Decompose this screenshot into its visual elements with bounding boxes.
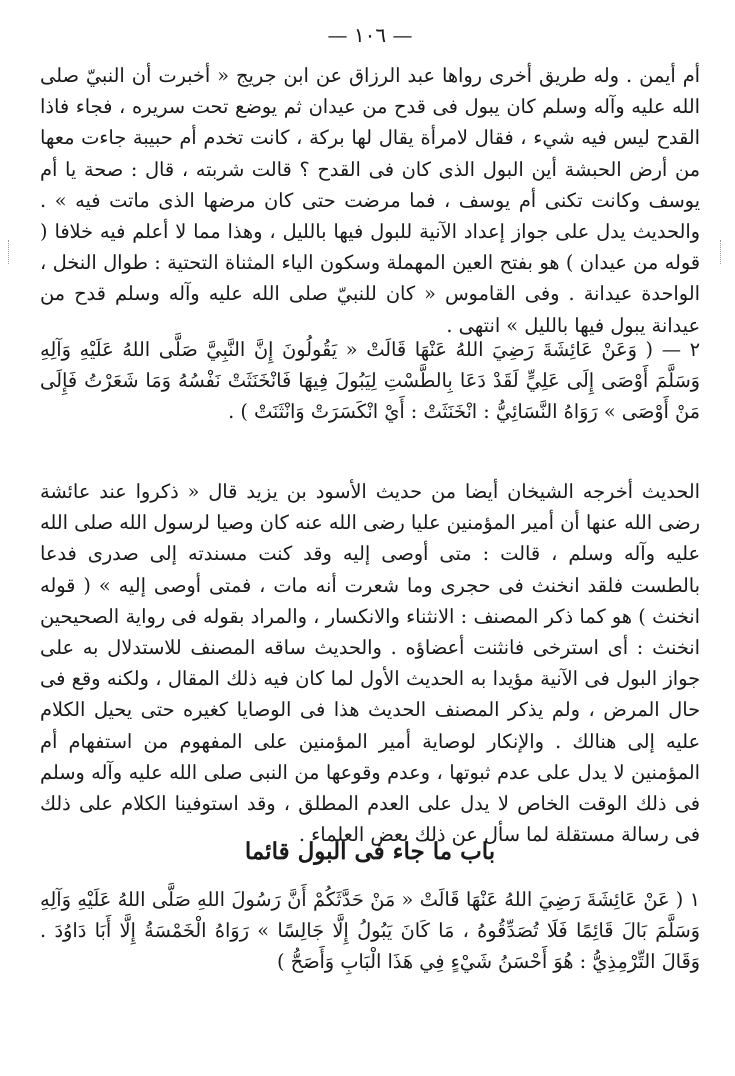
hadith-standing-urination-paragraph: ١ ( عَنْ عَائِشَةَ رَضِيَ اللهُ عَنْهَا قَالَتْ « مَنْ حَدَّثَكُمْ أَنَّ رَسُولَ اللهِ صَلَّى اللهُ عَلَيْهِ وَآلِهِ وَسَلَّمَ بَالَ قَائِمًا فَلَا تُصَدِّقُوهُ ، مَا كَانَ يَبُولُ إِلَّا جَالِسًا » رَوَاهُ الْخَمْسَةُ إِلَّا أَبَا دَاوُدَ . وَقَالَ التِّرْمِذِيُّ : هُوَ أَحْسَنُ شَيْءٍ فِي هَذَا الْبَابِ وَأَصَحُّ ) (40, 888, 700, 974)
hadith-aisha-paragraph: ٢ — ( وَعَنْ عَائِشَةَ رَضِيَ اللهُ عَنْهَا قَالَتْ « يَقُولُونَ إِنَّ النَّبِيَّ صَلَّى اللهُ عَلَيْهِ وَآلِهِ وَسَلَّمَ أَوْصَى إِلَى عَلِيٍّ لَقَدْ دَعَا بِالطَّسْتِ لِيَبُولَ فِيهَا فَانْخَنَثَتْ نَفْسُهُ وَمَا شَعَرْتُ فَإِلَى مَنْ أَوْصَى » رَوَاهُ النَّسَائِيُّ : انْخَنَثَتْ : أَيْ انْكَسَرَتْ وَانْثَنَتْ ) . (40, 338, 700, 424)
commentary-paragraph: الحديث أخرجه الشيخان أيضا من حديث الأسود بن يزيد قال « ذكروا عند عائشة رضى الله عنها أن أمير المؤمنين عليا رضى الله عنه كان وصيا لرسول الله صلى الله عليه وآله وسلم ، قالت : متى أوصى إليه وقد كنت مسندته إلى صدرى فدعا بالطست فلقد انخنث فى حجرى وما شعرت أنه مات ، فمتى أوصى إليه » ( قوله انخنث ) هو كما ذكر المصنف : الانثناء والانكسار ، والمراد بقوله فى رواية الصحيحين انخنث : أى استرخى فانثنت أعضاؤه . والحديث ساقه المصنف للاستدلال به على جواز البول فى الآنية مؤيدا به الحديث الأول لما كان فيه ذلك المقال ، ولكنه وقع فى حال المرض ، ولم يذكر المصنف الحديث هذا فى الوصايا كغيره حتى يحيل الكلام عليه إلى هنالك . والإنكار لوصاية أمير المؤمنين على المفهوم من استفهام أم المؤمنين لا يدل على عدم ثبوتها ، وعدم وقوعها من النبى صلى الله عليه وآله وسلم فى ذلك الوقت الخاص لا يدل على العدم المطلق ، وقد استوفينا الكلام على ذلك فى رسالة مستقلة لما سأل عن ذلك بعض العلماء . (40, 480, 700, 847)
document-page (40, 20, 700, 1060)
page-edge-mark-left (8, 240, 15, 264)
intro-paragraph: أم أيمن . وله طريق أخرى رواها عبد الرزاق عن ابن جريج « أخبرت أن النبيّ صلى الله عليه وآله وسلم كان يبول فى قدح من عيدان ثم يوضع تحت سريره ، فجاء فاذا القدح ليس فيه شيء ، فقال لامرأة يقال لها بركة ، كانت تخدم أم حبيبة جاءت معها من أرض الحبشة أين البول الذى كان فى القدح ؟ قالت شربته ، قال : صحة يا أم يوسف وكانت تكنى أم يوسف ، فما مرضت حتى كان مرضها الذى ماتت فيه » . والحديث يدل على جواز إعداد الآنية للبول فيها بالليل ، وهذا مما لا أعلم فيه خلافا ( قوله من عيدان ) هو بفتح العين المهملة وسكون الياء المثناة التحتية : طوال النخل ، الواحدة عيدانة . وفى القاموس « كان للنبيّ صلى الله عليه وآله وسلم قدح من عيدانة يبول فيها بالليل » انتهى . (40, 64, 700, 337)
page-edge-mark-right (720, 240, 727, 264)
page-number: — ١٠٦ — (327, 23, 413, 47)
chapter-heading: باب ما جاء فى البول قائما (244, 838, 496, 865)
